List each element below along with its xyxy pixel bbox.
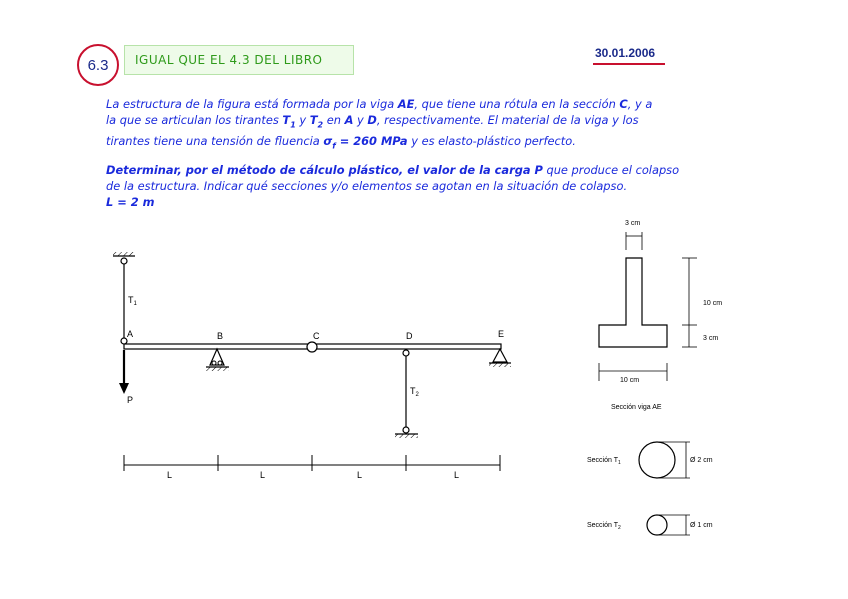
problem-number: 6.3	[77, 44, 119, 86]
label-b: B	[217, 331, 224, 341]
label-t2: $T_2$	[410, 386, 419, 398]
t1-section-label: Sección $T_1$	[587, 457, 621, 466]
hinge-d	[403, 350, 409, 356]
span-label-3: L	[357, 470, 363, 480]
task-line-3: L = 2 m	[106, 195, 155, 209]
problem-title: IGUAL QUE EL 4.3 DEL LIBRO	[124, 45, 354, 75]
problem-date: 30.01.2006	[595, 46, 656, 60]
t2-bottom-support	[395, 434, 418, 438]
label-c: C	[313, 331, 320, 341]
statement-line-3: tirantes tiene una tensión de fluencia $\sigma_f = 260$ MPa y es elasto-plástico perfecto.	[106, 134, 576, 151]
t2-section	[647, 515, 690, 535]
dim-flange-height: 3 cm	[703, 335, 719, 342]
span-label-2: L	[260, 470, 266, 480]
label-a: A	[127, 329, 134, 339]
support-e	[489, 349, 511, 367]
label-p: P	[127, 395, 134, 405]
dim-top-width: 3 cm	[625, 220, 641, 227]
statement-line-1: La estructura de la figura está formada por la viga AE, que tiene una rótula en la sección C, y a	[106, 97, 653, 111]
t2-section-dim: Ø 1 cm	[690, 522, 713, 529]
dim-flange-width: 10 cm	[620, 377, 640, 384]
label-e: E	[498, 329, 505, 339]
task-line-2: de la estructura. Indicar qué secciones y/o elementos se agotan en la situación de colapso.	[106, 179, 628, 193]
beam-t-section	[599, 232, 697, 381]
t1-section	[639, 442, 690, 478]
t2-bottom-hinge	[403, 427, 409, 433]
label-t1: $T_1$	[128, 295, 137, 307]
beam-section-caption: Sección viga AE	[611, 404, 662, 411]
task-line-1: Determinar, por el método de cálculo plástico, el valor de la carga P que produce el colapso	[106, 163, 680, 177]
t2-section-label: Sección $T_2$	[587, 522, 621, 531]
t1-top-support	[113, 252, 135, 264]
statement-line-2: la que se articulan los tirantes $T_1$ y $T_2$ en A y D, respectivamente. El material de la viga y los	[106, 113, 639, 130]
support-b	[206, 349, 229, 371]
span-dimensions	[124, 455, 500, 471]
span-label-4: L	[454, 470, 460, 480]
label-d: D	[406, 331, 413, 341]
dim-web-height: 10 cm	[703, 300, 723, 307]
span-label-1: L	[167, 470, 173, 480]
hinge-c	[307, 342, 317, 352]
t1-section-dim: Ø 2 cm	[690, 457, 713, 464]
load-p-arrow	[119, 350, 129, 394]
